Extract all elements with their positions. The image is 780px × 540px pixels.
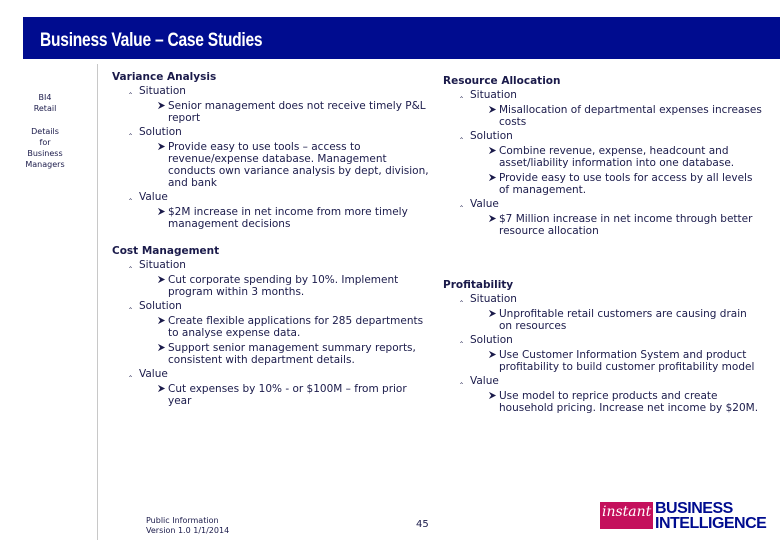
bullet-text: $7 Million increase in net income through better resource allocation xyxy=(499,213,753,237)
sidebar-text: BI4 xyxy=(38,93,52,102)
sub-bullet xyxy=(112,100,432,124)
bullet-text: Senior management does not receive timely P&L report xyxy=(168,100,426,124)
bullet-text: Cut expenses by 10% - or $100M – from prior year xyxy=(168,383,407,407)
sidebar-label-bi4-retail xyxy=(20,92,70,114)
footer-version: Version 1.0 1/1/2014 xyxy=(146,526,230,535)
sub-bullet xyxy=(112,383,432,407)
sub-bullet xyxy=(443,172,763,196)
bullet-solution: ‸ Solution xyxy=(112,126,432,138)
arrow-bullet-icon xyxy=(488,173,497,182)
sub-bullet xyxy=(443,390,763,414)
arrow-bullet-icon xyxy=(157,275,166,284)
logo-word-instant: instant xyxy=(602,504,652,520)
section-cost-management xyxy=(112,245,432,407)
section-resource-allocation xyxy=(443,75,763,237)
logo-word-business: BUSINESS xyxy=(655,500,733,517)
bullet-situation: ‸ Situation xyxy=(443,293,763,305)
arrow-bullet-icon xyxy=(157,316,166,325)
footer-public-info: Public Information xyxy=(146,516,219,525)
page-number: 45 xyxy=(416,519,429,530)
section-title: Variance Analysis xyxy=(112,71,217,83)
section-title: Profitability xyxy=(443,279,514,291)
bullet-text: Combine revenue, expense, headcount and asset/liability information into one database. xyxy=(499,145,735,169)
section-profitability xyxy=(443,279,763,414)
bullet-situation: ‸ Situation xyxy=(443,89,763,101)
sidebar-text: Details xyxy=(31,127,59,136)
bullet-text: Provide easy to use tools for access by all levels of management. xyxy=(499,172,753,196)
bullet-value: ‸ Value xyxy=(443,198,763,210)
section-variance-analysis xyxy=(112,71,432,230)
arrow-bullet-icon xyxy=(157,343,166,352)
bullet-text: Support senior management summary reports, consistent with department details. xyxy=(168,342,416,366)
bullet-solution: ‸ Solution xyxy=(112,300,432,312)
arrow-bullet-icon xyxy=(157,207,166,216)
bullet-text: Use Customer Information System and product profitability to build customer profitability model xyxy=(499,349,755,373)
bullet-value: ‸ Value xyxy=(112,368,432,380)
bullet-text: Cut corporate spending by 10%. Implement program within 3 months. xyxy=(168,274,399,298)
bullet-text: Use model to reprice products and create household pricing. Increase net income by $20M. xyxy=(499,390,759,414)
arrow-bullet-icon xyxy=(157,142,166,151)
sidebar-text: Business xyxy=(27,149,63,158)
bullet-text: Misallocation of departmental expenses increases costs xyxy=(499,104,762,128)
sub-bullet xyxy=(443,213,763,237)
sub-bullet xyxy=(443,349,763,373)
divider-line xyxy=(97,64,98,540)
arrow-bullet-icon xyxy=(488,350,497,359)
bullet-value: ‸ Value xyxy=(112,191,432,203)
instant-business-intelligence-logo xyxy=(600,498,776,534)
sub-bullet xyxy=(112,342,432,366)
sub-bullet xyxy=(112,274,432,298)
sub-bullet xyxy=(112,206,432,230)
bullet-text: Unprofitable retail customers are causing drain on resources xyxy=(499,308,747,332)
arrow-bullet-icon xyxy=(157,384,166,393)
sub-bullet xyxy=(443,145,763,169)
page-title: Business Value – Case Studies xyxy=(40,30,263,51)
footer-info xyxy=(146,516,229,536)
sidebar-text: Retail xyxy=(33,104,57,113)
logo-word-intelligence: INTELLIGENCE xyxy=(655,515,767,532)
arrow-bullet-icon xyxy=(488,309,497,318)
bullet-situation: ‸ Situation xyxy=(112,259,432,271)
arrow-bullet-icon xyxy=(488,214,497,223)
bullet-solution: ‸ Solution xyxy=(443,334,763,346)
sub-bullet xyxy=(443,104,763,128)
sub-bullet xyxy=(443,308,763,332)
arrow-bullet-icon xyxy=(488,146,497,155)
sub-bullet xyxy=(112,315,432,339)
bullet-text: Create flexible applications for 285 departments to analyse expense data. xyxy=(168,315,424,339)
arrow-bullet-icon xyxy=(488,105,497,114)
bullet-situation: ‸ Situation xyxy=(112,85,432,97)
section-title: Resource Allocation xyxy=(443,75,561,87)
sub-bullet xyxy=(112,141,432,189)
bullet-text: $2M increase in net income from more timely management decisions xyxy=(168,206,408,230)
arrow-bullet-icon xyxy=(488,391,497,400)
bullet-value: ‸ Value xyxy=(443,375,763,387)
bullet-text: Provide easy to use tools – access to revenue/expense database. Management conducts own variance analysis by dept, division, and bank xyxy=(168,141,429,189)
sidebar-label-details xyxy=(20,126,70,170)
section-title: Cost Management xyxy=(112,245,220,257)
arrow-bullet-icon xyxy=(157,101,166,110)
sidebar-text: for xyxy=(39,138,51,147)
sidebar-text: Managers xyxy=(25,160,65,169)
bullet-solution: ‸ Solution xyxy=(443,130,763,142)
